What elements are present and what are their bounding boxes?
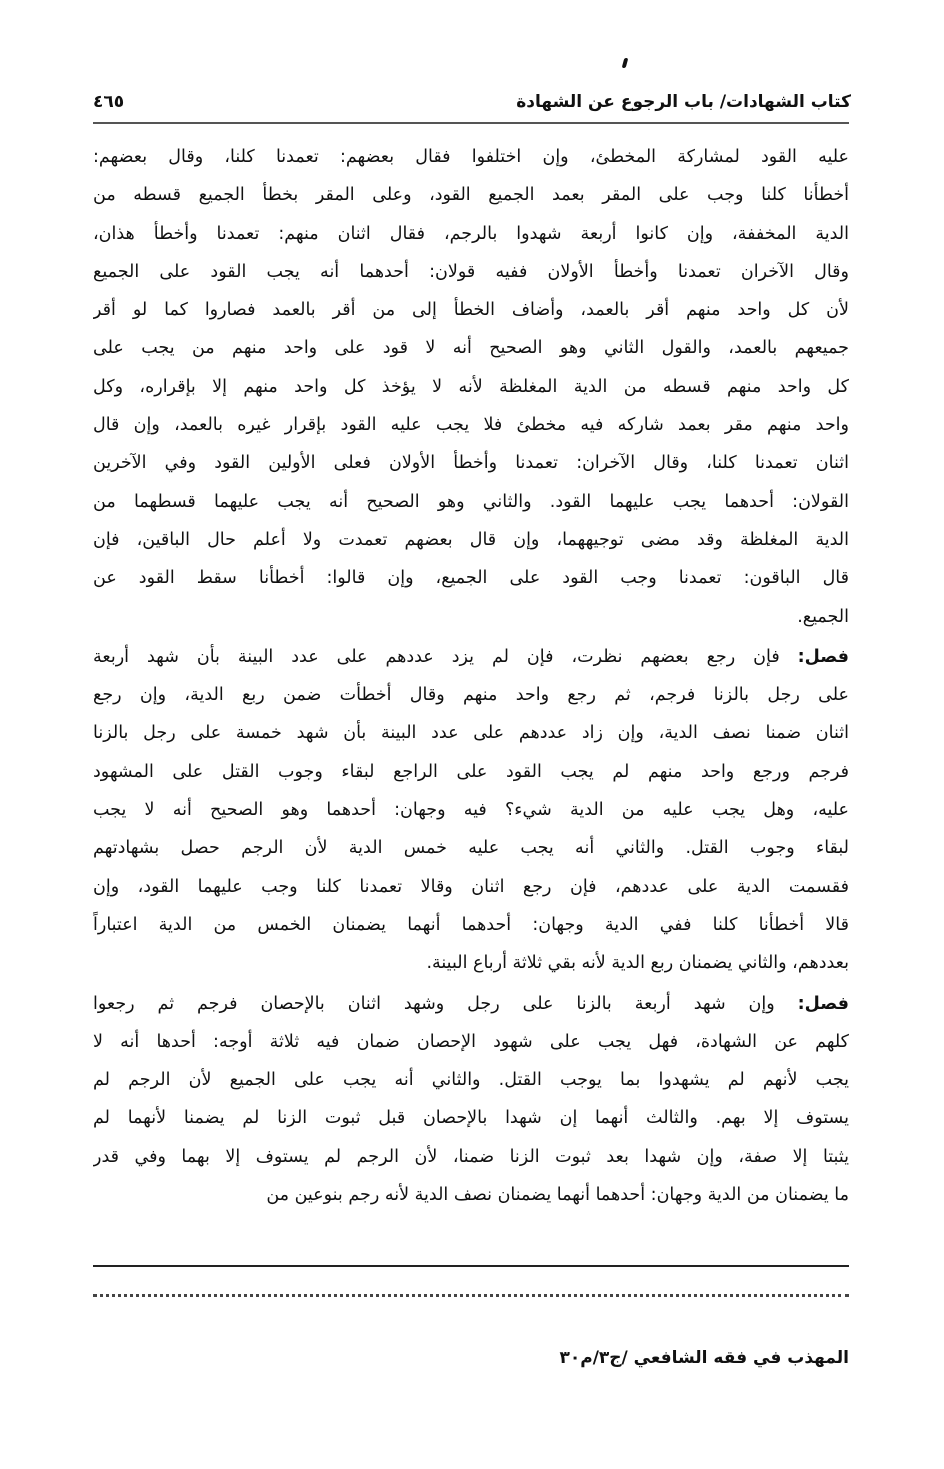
line-text: أخطأنا كلنا وجب على المقر بعمد الجميع القود، وعلى المقر بخطأ الجميع قسطه من — [93, 185, 849, 206]
dotted-separator — [93, 1294, 849, 1307]
footnote-rule — [93, 1265, 849, 1267]
text-line — [93, 868, 849, 906]
text-line — [93, 138, 849, 176]
text-line — [93, 1099, 849, 1137]
line-text: وإن شهد أربعة بالزنا على رجل وشهد اثنان بالإحصان فرجم ثم رجعوا — [93, 993, 775, 1014]
line-text: يجب لأنهم لم يشهدوا بما يوجب القتل. والثاني أنه يجب على الجميع لأن الرجم لم — [93, 1070, 849, 1091]
text-line — [93, 906, 849, 944]
paragraph — [93, 638, 849, 983]
line-text: بعددهم، والثاني يضمنان ربع الدية لأنه بقي ثلاثة أرباع البينة. — [426, 953, 849, 974]
text-line — [93, 483, 849, 521]
text-line — [93, 444, 849, 482]
page-number: ٤٦٥ — [93, 92, 125, 112]
text-line — [93, 406, 849, 444]
line-text: قالا أخطأنا كلنا ففي الدية وجهان: أحدهما أنهما يضمنان الخمس من الدية اعتباراً — [93, 914, 849, 935]
paragraph — [93, 138, 849, 636]
scan-mark — [622, 58, 629, 68]
text-line — [93, 329, 849, 367]
signature-footer: المهذب في فقه الشافعي /ج٣/م٣٠ — [559, 1348, 849, 1368]
text-line — [93, 368, 849, 406]
text-line — [93, 676, 849, 714]
running-header — [93, 88, 851, 112]
line-text: قال الباقون: تعمدنا وجب القود على الجميع، وإن قالوا: أخطأنا سقط القود عن — [93, 568, 849, 589]
line-text: فرجم ورجع واحد منهم لم يجب القود على الراجع لبقاء وجوب القتل على المشهود — [93, 761, 849, 782]
line-text: اثنان تعمدنا كلنا، وقال الآخران: تعمدنا وأخطأ الأولان فعلى الأولين القود وفي الآخرين — [93, 453, 849, 474]
line-text: لبقاء وجوب القتل. والثاني أنه يجب عليه خمس الدية لأن الرجم حصل بشهادتهم — [93, 838, 849, 859]
text-line — [93, 944, 849, 982]
text-line — [93, 753, 849, 791]
text-line — [93, 521, 849, 559]
line-text: لأن كل واحد منهم أقر بالعمد، وأضاف الخطأ إلى من أقر بالعمد فصاروا كما لو أقر — [93, 300, 849, 321]
line-text: كلهم عن الشهادة، فهل يجب على شهود الإحصان ضمان فيه ثلاثة أوجه: أحدها أنه لا — [93, 1031, 849, 1052]
line-text: القولان: أحدهما يجب عليهما القود. والثاني وهو الصحيح أنه يجب عليهما قسطهما من — [93, 491, 849, 512]
text-line — [93, 829, 849, 867]
text-line — [93, 985, 849, 1023]
line-text: وقال الآخران تعمدنا وأخطأ الأولان ففيه قولان: أحدهما أنه يجب القود على الجميع — [93, 261, 849, 282]
line-text: الدية المغلظة وقد مضى توجيههما، وإن قال بعضهم تعمدت ولا أعلم حال الباقين، فإن — [93, 529, 849, 550]
text-line — [93, 1023, 849, 1061]
line-text: اثنان ضمنا نصف الدية، وإن زاد عددهم على عدد البينة بأن شهد خمسة على رجل بالزنا — [93, 723, 849, 744]
text-line — [93, 1061, 849, 1099]
line-text: الدية المخففة، وإن كانوا أربعة شهدوا بالرجم، فقال اثنان منهم: تعمدنا وأخطأ هذان، — [93, 223, 849, 244]
text-line — [93, 215, 849, 253]
line-text: يثبتا إلا صفة، وإن شهدا بعد ثبوت الزنا ضمنا، لأن الرجم لم يستوف إلا بهما وفي قدر — [93, 1146, 849, 1167]
text-line — [93, 559, 849, 597]
text-line — [93, 598, 849, 636]
text-line — [93, 714, 849, 752]
line-text: كل واحد منهم قسطه من الدية المغلظة لأنه لا يؤخذ كل واحد منهم إلا بإقراره، وكل — [93, 376, 849, 397]
page-body — [93, 138, 849, 1216]
paragraph — [93, 985, 849, 1215]
text-line — [93, 253, 849, 291]
line-text: ما يضمنان من الدية وجهان: أحدهما أنهما يضمنان نصف الدية لأنه رجم بنوعين من — [266, 1185, 849, 1206]
line-text: واحد منهم مقر بعمد شاركه فيه مخطئ فلا يجب عليه القود بإقرار غيره بالعمد، وإن قال — [93, 415, 849, 436]
line-text: يستوف إلا بهم. والثالث أنهما إن شهدا بالإحصان قبل ثبوت الزنا لم يضمنا لأنهما لم — [93, 1108, 849, 1129]
line-text: على رجل بالزنا فرجم، ثم رجع واحد منهم وقال أخطأت ضمن ربع الدية، وإن رجع — [93, 685, 849, 706]
line-text: عليه القود لمشاركة المخطئ، وإن اختلفوا فقال بعضهم: تعمدنا كلنا، وقال بعضهم: — [93, 147, 849, 167]
header-rule — [93, 122, 849, 124]
section-lead: فصل: — [797, 646, 849, 667]
line-text: جميعهم بالعمد، والقول الثاني وهو الصحيح أنه لا قود على واحد منهم من يجب على — [93, 338, 849, 359]
line-text: الجميع. — [797, 606, 849, 627]
section-lead: فصل: — [797, 993, 849, 1014]
chapter-title: كتاب الشهادات/ باب الرجوع عن الشهادة — [516, 92, 851, 112]
text-line — [93, 791, 849, 829]
text-line — [93, 638, 849, 676]
text-line — [93, 1138, 849, 1176]
text-line — [93, 1176, 849, 1214]
line-text: عليه، وهل يجب عليه من الدية شيء؟ فيه وجهان: أحدهما وهو الصحيح أنه لا يجب — [93, 800, 849, 821]
text-line — [93, 176, 849, 214]
line-text: فإن رجع بعضهم نظرت، فإن لم يزد عددهم على عدد البينة بأن شهد أربعة — [93, 646, 780, 667]
text-line — [93, 291, 849, 329]
line-text: فقسمت الدية على عددهم، فإن رجع اثنان وقالا تعمدنا كلنا وجب عليهما القود، وإن — [93, 876, 849, 897]
